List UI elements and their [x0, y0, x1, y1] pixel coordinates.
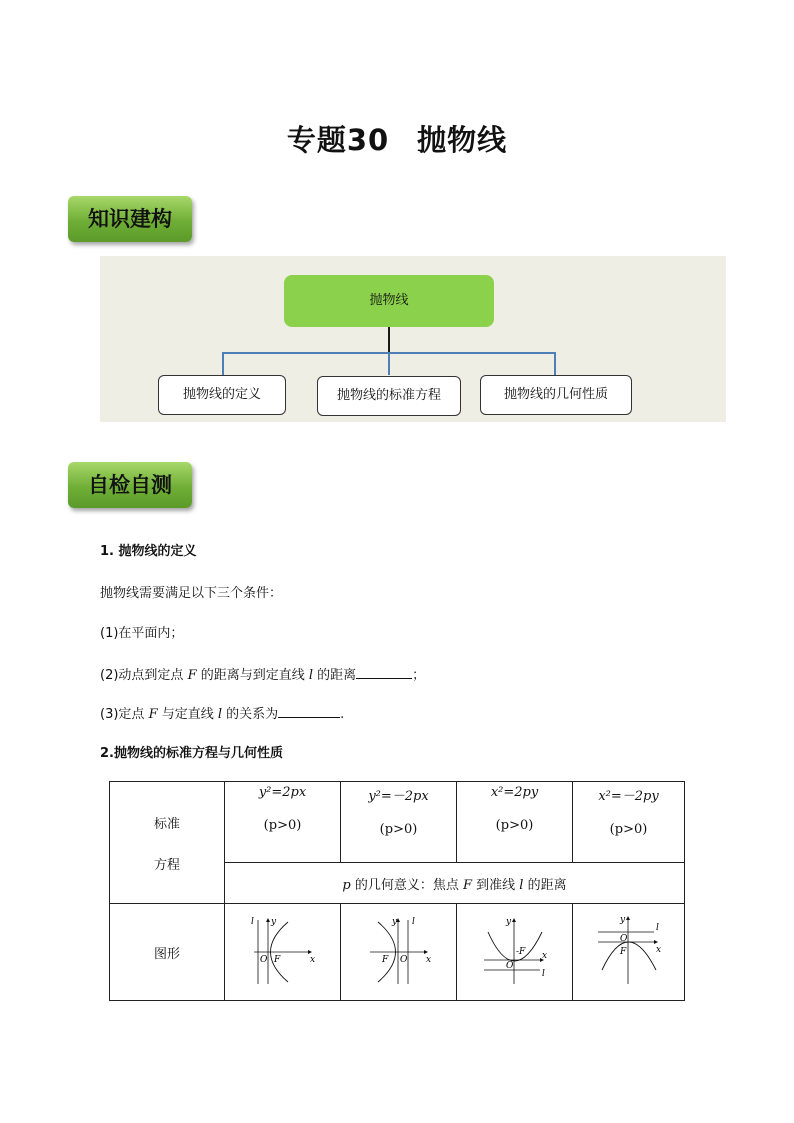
label-l: l — [411, 917, 415, 927]
condition-up: (p>0) — [495, 818, 534, 833]
mind-map-child-definition: 抛物线的定义 — [158, 375, 286, 415]
label-l: l — [541, 969, 545, 979]
label-x: x — [425, 955, 431, 965]
condition-3-l: l — [217, 707, 223, 722]
parabola-down-graph — [594, 914, 664, 986]
y-arrow — [626, 916, 630, 920]
parabola-curve — [488, 932, 542, 961]
label-y: y — [619, 915, 625, 925]
label-O: O — [399, 955, 407, 965]
label-O: O — [259, 955, 267, 965]
condition-2-l: l — [308, 668, 314, 683]
p-symbol: p — [342, 877, 351, 893]
condition-3-mid: 与定直线 — [157, 707, 218, 722]
answer-blank-3[interactable] — [278, 704, 340, 718]
condition-3-post: 的关系为 — [222, 707, 279, 722]
y-arrow — [512, 918, 516, 922]
condition-3-end: . — [340, 707, 345, 722]
p-meaning-l: l — [519, 877, 524, 893]
equation-right: y²=2px — [258, 785, 307, 800]
equation-left: y²=－2px — [368, 789, 429, 804]
graph-cell-down — [573, 904, 685, 1001]
parabola-curve — [602, 942, 656, 970]
x-arrow — [308, 950, 312, 954]
x-arrow — [654, 940, 658, 944]
page-title — [0, 118, 794, 159]
label-standard-equation — [110, 782, 225, 904]
label-y: y — [270, 917, 276, 927]
condition-left: (p>0) — [379, 822, 418, 837]
parabola-properties-table — [109, 781, 685, 1001]
condition-2-post: 的距离 — [313, 668, 357, 683]
equation-cell — [225, 782, 341, 863]
label-O: O — [505, 961, 513, 971]
answer-blank-2[interactable] — [356, 665, 412, 679]
equation-cell — [457, 782, 573, 863]
label-F: F — [619, 947, 626, 957]
heading-equations: 2.抛物线的标准方程与几何性质 — [100, 746, 283, 761]
condition-2-end: ； — [412, 668, 426, 683]
p-meaning-F: F — [462, 877, 473, 893]
label-O: O — [619, 934, 627, 944]
condition-right: (p>0) — [263, 818, 302, 833]
label-standard: 标准 — [153, 816, 180, 832]
section-tab-selftest: 自检自测 — [68, 462, 192, 508]
mind-map-child-equation: 抛物线的标准方程 — [317, 376, 461, 416]
mind-map-child-properties: 抛物线的几何性质 — [480, 375, 632, 415]
label-l: l — [655, 923, 659, 933]
label-x: x — [655, 945, 661, 955]
mind-map — [100, 256, 726, 422]
heading-definition: 1. 抛物线的定义 — [100, 544, 197, 559]
definition-intro: 抛物线需要满足以下三个条件： — [100, 586, 283, 601]
condition-down: (p>0) — [609, 822, 648, 837]
condition-3-pre: (3)定点 — [100, 707, 149, 722]
graph-cell-left — [341, 904, 457, 1001]
parabola-right-graph — [248, 914, 318, 986]
condition-2-pre: (2)动点到定点 — [100, 668, 188, 683]
root-connector — [388, 327, 390, 354]
label-l: l — [250, 917, 254, 927]
label-F: F — [381, 955, 388, 965]
label-y: y — [505, 917, 511, 927]
label-graph: 图形 — [110, 904, 225, 1001]
parabola-up-graph — [480, 914, 550, 986]
condition-3 — [100, 703, 344, 722]
label-negF: -F — [515, 947, 525, 957]
equation-up: x²=2py — [490, 785, 539, 800]
p-meaning-c: 的距离 — [523, 877, 567, 893]
x-arrow — [424, 950, 428, 954]
p-meaning-b: 到准线 — [472, 877, 520, 893]
p-meaning-cell — [225, 863, 685, 904]
mind-map-root: 抛物线 — [284, 275, 494, 327]
label-x: x — [541, 951, 547, 961]
equation-cell — [341, 782, 457, 863]
p-meaning-a: 的几何意义：焦点 — [350, 877, 463, 893]
branch-left — [222, 352, 224, 375]
condition-2 — [100, 664, 425, 683]
section-tab-knowledge: 知识建构 — [68, 196, 192, 242]
y-arrow — [266, 918, 270, 922]
graph-cell-right — [225, 904, 341, 1001]
graph-cell-up — [457, 904, 573, 1001]
condition-2-F: F — [187, 668, 197, 683]
condition-1: (1)在平面内； — [100, 626, 184, 641]
title-topic: 抛物线 — [417, 123, 508, 157]
condition-3-F: F — [148, 707, 158, 722]
parabola-left-graph — [364, 914, 434, 986]
equation-cell — [573, 782, 685, 863]
label-y: y — [391, 917, 397, 927]
label-x: x — [309, 955, 315, 965]
label-F: F — [273, 955, 280, 965]
label-equation: 方程 — [153, 857, 180, 873]
equation-down: x²=－2py — [598, 789, 659, 804]
branch-middle — [388, 352, 390, 375]
title-number: 专题30 — [286, 123, 390, 157]
branch-right — [554, 352, 556, 375]
condition-2-mid: 的距离与到定直线 — [196, 668, 309, 683]
